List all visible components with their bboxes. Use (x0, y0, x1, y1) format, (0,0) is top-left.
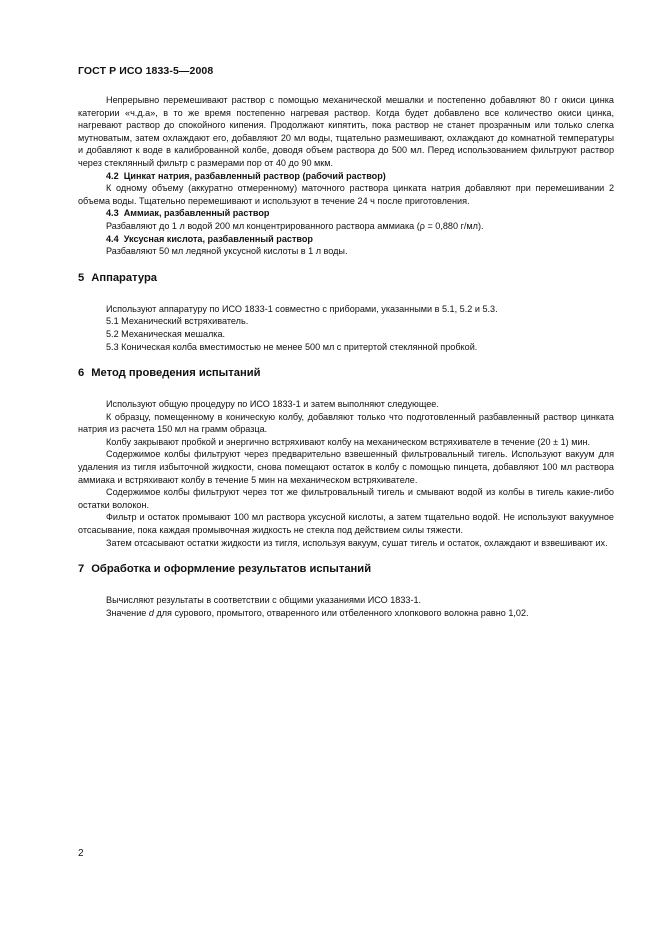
subsection-4-2-text: К одному объему (аккуратно отмеренному) маточного раствора цинката натрия добавляют при перемешивании 2 объема воды. Тщательно перемешивают и используют в течение 24 ч после приготовления. (78, 183, 614, 206)
section-7-paragraph-d-value (78, 607, 614, 620)
section-title: Метод проведения испытаний (91, 367, 261, 380)
section-5-text: Используют аппаратуру по ИСО 1833-1 совместно с приборами, указанными в 5.1, 5.2 и 5.3. (106, 303, 498, 314)
subsection-4-3-heading (106, 207, 614, 220)
text-fragment: для сурового, промытого, отваренного или отбеленного хлопкового волокна равно 1,02. (153, 607, 529, 618)
list-item: 5.3 Коническая колба вместимостью не менее 500 мл с притертой стеклянной пробкой. (106, 341, 478, 352)
section-title: Аппаратура (91, 271, 157, 284)
subsection-4-2-heading (106, 170, 614, 183)
subsection-title: Уксусная кислота, разбавленный раствор (123, 233, 313, 244)
subsection-number: 4.2 (106, 170, 119, 181)
subsection-number: 4.4 (106, 233, 119, 244)
section-6-paragraph: Используют общую процедуру по ИСО 1833-1 и затем выполняют следующее. (106, 399, 439, 410)
subsection-4-4-text: Разбавляют 50 мл ледяной уксусной кислоты в 1 л воды. (106, 246, 348, 257)
section-6-paragraph: Содержимое колбы фильтруют через предварительно взвешенный фильтровальный тигель. Используют вакуум для удаления из тигля избыточной жидкости, снова помещают остаток в колбу с помощью пинцета, добавляют 100 мл раствора аммиака и встряхивают колбу в течение 5 мин на механическом встряхивателе. (78, 449, 614, 485)
paragraph-zinc-oxide: Непрерывно перемешивают раствор с помощью механической мешалки и постепенно добавляют 80 г окиси цинка категории «ч.д.а», в то же время постепенно нагревая раствор. Когда будет добавлено все количество окиси цинка, нагревают раствор до спокойного кипения. Продолжают кипятить, пока раствор не станет прозрачным или только слегка мутноватым, затем охлаждают его, добавляют 20 мл воды, тщательно размешивают, охлаждают до комнатной температуры и добавляют к воде в калиброванной колбе, доводя объем раствора до 500 мл. Перед использованием фильтруют раствор через стеклянный фильтр с размерами пор от 40 до 90 мкм. (78, 95, 614, 168)
running-header: ГОСТ Р ИСО 1833-5—2008 (78, 65, 214, 77)
section-title: Обработка и оформление результатов испытаний (91, 563, 372, 576)
section-6-paragraph: Затем отсасывают остатки жидкости из тигля, используя вакуум, сушат тигель и остаток, охлаждают и взвешивают их. (106, 537, 608, 548)
section-6-paragraph: Колбу закрывают пробкой и энергично встряхивают колбу на механическом встряхивателе в течение (20 ± 1) мин. (106, 436, 591, 447)
text-fragment: Значение (106, 607, 149, 618)
section-number: 5 (78, 271, 85, 284)
list-item: 5.1 Механический встряхиватель. (106, 316, 249, 327)
section-5-heading (78, 271, 614, 285)
list-item: 5.2 Механическая мешалка. (106, 328, 226, 339)
subsection-title: Аммиак, разбавленный раствор (123, 208, 270, 219)
subsection-number: 4.3 (106, 208, 119, 219)
section-6-heading (78, 366, 614, 380)
section-6-paragraph: К образцу, помещенному в коническую колбу, добавляют только что подготовленный разбавленный раствор цинката натрия из расчета 150 мл на грамм образца. (78, 411, 614, 435)
subsection-4-4-heading (106, 233, 614, 246)
variable-d: d (148, 607, 154, 618)
section-7-heading (78, 562, 614, 576)
section-number: 7 (78, 563, 85, 576)
section-6-paragraph: Содержимое колбы фильтруют через тот же фильтровальный тигель и смывают водой из колбы в тигель какие-либо остатки волокон. (78, 487, 614, 510)
section-number: 6 (78, 367, 85, 380)
page-number: 2 (78, 848, 84, 859)
page-content (78, 94, 614, 619)
section-7-paragraph: Вычисляют результаты в соответствии с общими указаниями ИСО 1833-1. (106, 595, 422, 606)
subsection-4-3-text: Разбавляют до 1 л водой 200 мл концентрированного раствора аммиака (ρ = 0,880 г/мл). (106, 220, 484, 231)
section-6-paragraph: Фильтр и остаток промывают 100 мл раствора уксусной кислоты, а затем тщательно водой. Не используют вакуумное отсасывание, пока каждая промывочная жидкость не стекла под действием силы тяжести. (78, 512, 614, 536)
subsection-title: Цинкат натрия, разбавленный раствор (рабочий раствор) (123, 170, 386, 181)
